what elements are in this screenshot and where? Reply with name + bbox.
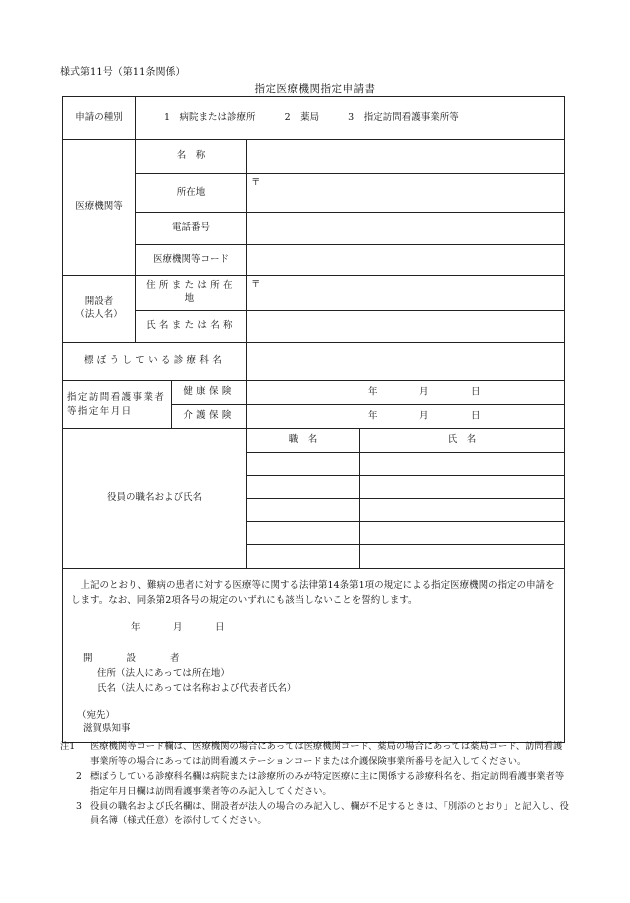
founder-address-field[interactable]	[247, 276, 565, 311]
founder-label: 開設者 （法人名）	[63, 276, 136, 343]
type-label: 申請の種別	[63, 97, 136, 140]
type-option-nursing[interactable]: 3 指定訪問看護事業所等	[348, 111, 459, 123]
institution-code-field[interactable]	[247, 245, 565, 276]
officer-title-field[interactable]	[247, 522, 360, 545]
founder-name-label: 氏名または名称	[136, 311, 247, 343]
departments-field[interactable]	[247, 343, 565, 381]
designation-date-label: 指定訪問看護事業者等指定年月日	[63, 381, 172, 429]
founder-address-line: 住所（法人にあっては所在地）	[97, 668, 230, 680]
institution-label: 医療機関等	[63, 140, 136, 276]
officer-name-field[interactable]	[360, 476, 565, 499]
type-option-pharmacy[interactable]: 2 薬局	[284, 111, 320, 123]
care-insurance-date-field[interactable]: 年 月 日	[247, 405, 565, 429]
institution-phone-label: 電話番号	[136, 213, 247, 245]
institution-name-field[interactable]	[247, 140, 565, 174]
note-item: 注1 医療機関等コード欄は、医療機関の場合にあっては医療機関コード、薬局の場合にあっては薬局コード、訪問看護事業所等の場合にあっては訪問看護ステーションコードまたは介護保険事業所番号を記入してください。	[60, 741, 563, 767]
type-option-hospital[interactable]: 1 病院または診療所	[164, 111, 256, 123]
officer-name-field[interactable]	[360, 522, 565, 545]
founder-name-line: 氏名（法人にあっては名称および代表者氏名）	[97, 683, 297, 695]
form-title: 指定医療機関指定申請書	[254, 83, 376, 95]
addressee-label: （宛先）	[77, 710, 116, 722]
addressee: 滋賀県知事	[83, 723, 131, 735]
health-insurance-date-field[interactable]: 年 月 日	[247, 381, 565, 405]
institution-code-label: 医療機関等コード	[136, 245, 247, 276]
officer-name-field[interactable]	[360, 453, 565, 476]
type-row	[63, 97, 565, 140]
oath-date[interactable]: 年 月 日	[131, 622, 225, 634]
notes	[60, 740, 570, 829]
postal-mark: 〒	[251, 279, 261, 290]
note-item: 3 役員の職名および氏名欄は、開設者が法人の場合のみ記入し、欄が不足するときは、「別添のとおり」と記入し、役員名簿（様式任意）を添付してください。	[76, 800, 569, 827]
care-insurance-label: 介護保険	[172, 405, 247, 429]
oath-block	[63, 569, 565, 743]
officers-col-name: 氏 名	[360, 429, 565, 453]
officers-label: 役員の職名および氏名	[63, 429, 247, 569]
officers-col-title: 職 名	[247, 429, 360, 453]
founder-address-label: 住所または所在地	[136, 276, 247, 311]
institution-address-field[interactable]	[247, 174, 565, 213]
health-insurance-label: 健康保険	[172, 381, 247, 405]
founder-name-field[interactable]	[247, 311, 565, 343]
institution-address-label: 所在地	[136, 174, 247, 213]
note-item: 2 標ぼうしている診療科名欄は病院または診療所のみが特定医療に主に関係する診療科名を、指定訪問看護事業者等指定年月日欄は訪問看護事業者等のみ記入してください。	[76, 770, 565, 797]
form-number: 様式第11号（第11条関係）	[60, 67, 186, 78]
departments-label: 標ぼうしている診療科名	[63, 343, 247, 381]
officer-title-field[interactable]	[247, 453, 360, 476]
institution-phone-field[interactable]	[247, 213, 565, 245]
application-table	[62, 96, 565, 743]
officer-name-field[interactable]	[360, 545, 565, 569]
institution-name-label: 名 称	[136, 140, 247, 174]
officer-title-field[interactable]	[247, 499, 360, 522]
officer-name-field[interactable]	[360, 499, 565, 522]
oath-text: 上記のとおり、難病の患者に対する医療等に関する法律第14条第1項の規定による指定医療機関の指定の申請をします。なお、同条第2項各号の規定のいずれにも該当しないことを誓約します。	[71, 580, 555, 606]
officer-title-field[interactable]	[247, 545, 360, 569]
officer-title-field[interactable]	[247, 476, 360, 499]
postal-mark: 〒	[251, 177, 261, 188]
founder-heading: 開 設 者	[83, 653, 180, 665]
type-options[interactable]	[136, 97, 565, 140]
